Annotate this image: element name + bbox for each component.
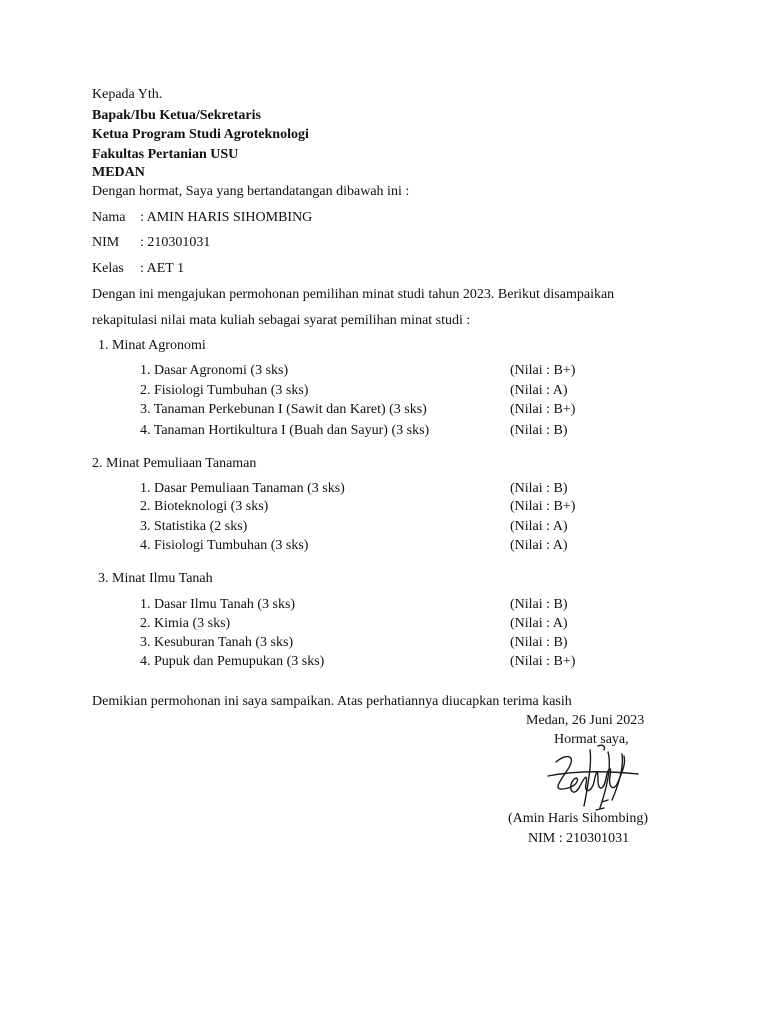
grade-item: (Nilai : B+) — [510, 402, 576, 417]
course-item: 4. Pupuk dan Pemupukan (3 sks) — [140, 654, 325, 669]
grade-item: (Nilai : B+) — [510, 363, 576, 378]
nim-value: : 210301031 — [140, 235, 211, 250]
recipient-line-4: MEDAN — [92, 165, 145, 180]
grade-item: (Nilai : B) — [510, 481, 568, 496]
opening-line: Dengan hormat, Saya yang bertandatangan dibawah ini : — [92, 184, 410, 199]
grade-item: (Nilai : A) — [510, 383, 568, 398]
recipient-line-2: Ketua Program Studi Agroteknologi — [92, 127, 309, 142]
grade-item: (Nilai : B+) — [510, 654, 576, 669]
section-title-ilmu-tanah: 3. Minat Ilmu Tanah — [98, 571, 213, 586]
course-item: 2. Fisiologi Tumbuhan (3 sks) — [140, 383, 309, 398]
recipient-line-3: Fakultas Pertanian USU — [92, 147, 239, 162]
closing-line: Demikian permohonan ini saya sampaikan. Atas perhatiannya diucapkan terima kasih — [92, 694, 572, 709]
course-item: 4. Tanaman Hortikultura I (Buah dan Sayur) (3 sks) — [140, 423, 430, 438]
body-line-2: rekapitulasi nilai mata kuliah sebagai syarat pemilihan minat studi : — [92, 313, 471, 328]
greeting-line: Kepada Yth. — [92, 87, 163, 102]
grade-item: (Nilai : B) — [510, 423, 568, 438]
class-value: : AET 1 — [140, 261, 185, 276]
course-item: 2. Bioteknologi (3 sks) — [140, 499, 269, 514]
grade-item: (Nilai : B) — [510, 635, 568, 650]
grade-item: (Nilai : A) — [510, 538, 568, 553]
grade-item: (Nilai : B+) — [510, 499, 576, 514]
course-item: 1. Dasar Pemuliaan Tanaman (3 sks) — [140, 481, 345, 496]
course-item: 3. Statistika (2 sks) — [140, 519, 248, 534]
grade-item: (Nilai : B) — [510, 597, 568, 612]
signer-nim: NIM : 210301031 — [528, 831, 630, 846]
class-label: Kelas — [92, 261, 124, 276]
regards: Hormat saya, — [554, 732, 629, 747]
body-line-1: Dengan ini mengajukan permohonan pemilihan minat studi tahun 2023. Berikut disampaikan — [92, 287, 615, 302]
course-item: 3. Kesuburan Tanah (3 sks) — [140, 635, 294, 650]
section-title-agronomi: 1. Minat Agronomi — [98, 338, 206, 353]
course-item: 4. Fisiologi Tumbuhan (3 sks) — [140, 538, 309, 553]
course-item: 1. Dasar Ilmu Tanah (3 sks) — [140, 597, 296, 612]
name-value: : AMIN HARIS SIHOMBING — [140, 210, 313, 225]
signer-name: (Amin Haris Sihombing) — [508, 811, 648, 826]
grade-item: (Nilai : A) — [510, 616, 568, 631]
place-date: Medan, 26 Juni 2023 — [526, 713, 645, 728]
course-item: 3. Tanaman Perkebunan I (Sawit dan Karet) (3 sks) — [140, 402, 427, 417]
section-title-pemuliaan: 2. Minat Pemuliaan Tanaman — [92, 456, 257, 471]
course-item: 2. Kimia (3 sks) — [140, 616, 231, 631]
recipient-line-1: Bapak/Ibu Ketua/Sekretaris — [92, 108, 261, 123]
name-label: Nama — [92, 210, 126, 225]
course-item: 1. Dasar Agronomi (3 sks) — [140, 363, 289, 378]
grade-item: (Nilai : A) — [510, 519, 568, 534]
nim-label: NIM — [92, 235, 120, 250]
